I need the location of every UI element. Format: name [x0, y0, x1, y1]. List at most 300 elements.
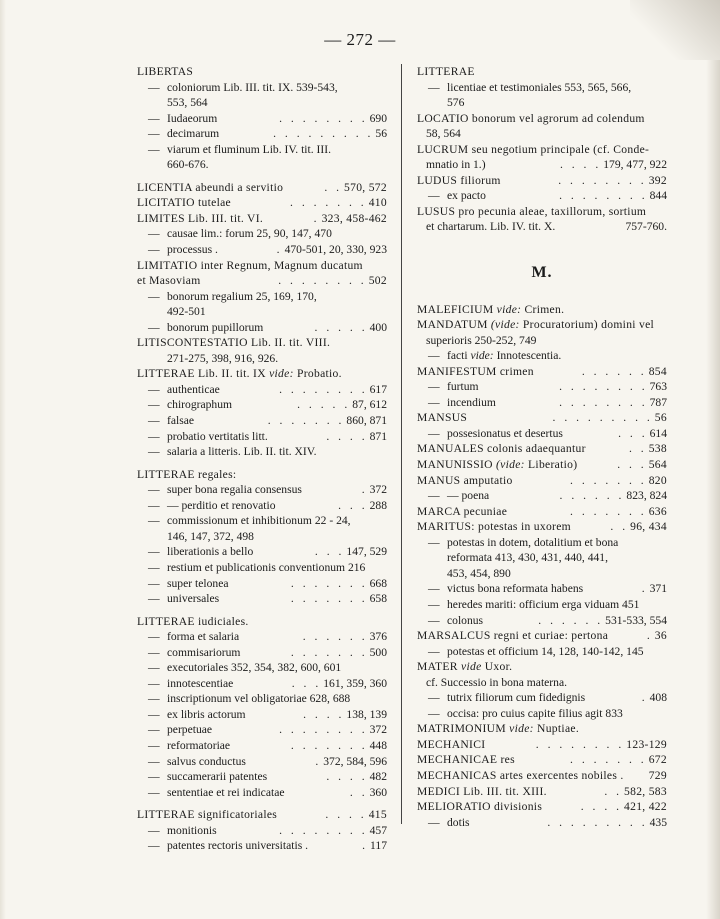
entry-text: inscriptionum vel obligatoriae 628, 688	[167, 692, 351, 706]
index-subentry	[137, 429, 387, 445]
subentry-dash: —	[148, 560, 160, 574]
page-reference: 763	[649, 380, 667, 394]
page-reference: 787	[649, 395, 667, 409]
page-reference: 820	[648, 473, 667, 487]
entry-text: et Masoviam	[137, 274, 201, 288]
entry-text: 660-676.	[167, 158, 209, 172]
entry-text: LITISCONTESTATIO Lib. II. tit. VIII.	[137, 336, 331, 350]
page-reference: 658	[369, 592, 387, 606]
index-entry	[137, 807, 387, 823]
entry-text: 271-275, 398, 916, 926.	[167, 351, 279, 365]
index-subentry	[137, 769, 387, 785]
entry-text: MALEFICIUM vide: Crimen.	[417, 302, 565, 316]
dot-leader: . . . .	[559, 158, 602, 172]
dot-leader: . . . . . . . .	[559, 395, 648, 409]
dot-leader: . . . . . . . .	[558, 173, 647, 187]
entry-text: patentes rectoris universitatis .	[167, 839, 309, 853]
see-also-marker: vide	[461, 660, 482, 674]
index-subentry	[137, 126, 387, 142]
entry-text: heredes mariti: officium erga viduam 451	[447, 597, 640, 611]
subentry-dash: —	[148, 498, 160, 512]
subentry-dash: —	[428, 380, 440, 394]
subentry-dash: —	[428, 691, 440, 705]
page-right-edge	[706, 60, 720, 919]
index-entry	[417, 737, 667, 753]
index-continuation	[417, 219, 667, 235]
entry-text: 553, 564	[167, 96, 208, 110]
entry-text: 146, 147, 372, 498	[167, 529, 254, 543]
subentry-dash: —	[428, 395, 440, 409]
index-entry	[137, 64, 387, 80]
index-continuation	[137, 304, 387, 320]
index-subentry	[137, 738, 387, 754]
dot-leader: . . . . . . . .	[279, 382, 368, 396]
dot-leader: .	[313, 211, 320, 225]
page-reference: 757-760.	[625, 220, 667, 234]
entry-text: 453, 454, 890	[447, 566, 511, 580]
page-reference: 844	[649, 189, 667, 203]
entry-text: perpetuae	[167, 723, 213, 737]
dot-leader: . . . . . . . .	[559, 189, 648, 203]
index-continuation	[417, 126, 667, 142]
see-also-marker: (vide:	[496, 458, 525, 472]
entry-text: salaria a litteris. Lib. II. tit. XIV.	[167, 445, 317, 459]
subentry-dash: —	[148, 785, 160, 799]
page-reference: 690	[369, 111, 387, 125]
index-entry	[137, 195, 387, 211]
subentry-dash: —	[428, 582, 440, 596]
index-entry	[417, 173, 667, 189]
index-entry	[417, 142, 667, 158]
index-subentry	[417, 597, 667, 613]
dot-leader: . . . . . .	[559, 489, 625, 503]
see-also-marker: vide:	[509, 722, 534, 736]
entry-text: decimarum	[167, 127, 220, 141]
page-reference: 408	[649, 691, 667, 705]
entry-text: sententiae et rei indicatae	[167, 785, 285, 799]
index-entry	[417, 721, 667, 737]
dot-leader: .	[641, 582, 648, 596]
entry-text: super bona regalia consensus	[167, 483, 302, 497]
subentry-dash: —	[428, 815, 440, 829]
subentry-dash: —	[148, 576, 160, 590]
subentry-dash: —	[148, 514, 160, 528]
index-subentry	[137, 513, 387, 529]
entry-text: authenticae	[167, 382, 220, 396]
subentry-dash: —	[148, 445, 160, 459]
index-entry	[417, 768, 667, 784]
page-reference: 435	[649, 815, 667, 829]
dot-leader: . . . . .	[297, 398, 351, 412]
entry-text: LITTERAE Lib. II. tit. IX vide: Probatio.	[137, 367, 342, 381]
entry-gap	[137, 607, 387, 614]
dot-leader: .	[362, 839, 369, 853]
page-reference: 376	[369, 630, 387, 644]
index-subentry	[137, 691, 387, 707]
index-subentry	[137, 397, 387, 413]
subentry-dash: —	[148, 142, 160, 156]
page-reference: 410	[368, 196, 387, 210]
subentry-dash: —	[148, 630, 160, 644]
entry-text: 58, 564	[426, 127, 461, 141]
index-entry	[417, 659, 667, 675]
index-continuation	[417, 333, 667, 349]
dot-leader: . . .	[291, 676, 322, 690]
entry-text: MANSUS	[417, 411, 468, 425]
entry-text: commisariorum	[167, 645, 241, 659]
entry-text: processus .	[167, 243, 218, 257]
entry-text: ex pacto	[447, 189, 486, 203]
subentry-dash: —	[428, 80, 440, 94]
page-reference: 729	[648, 768, 667, 782]
index-subentry	[417, 535, 667, 551]
page-reference: 564	[648, 458, 667, 472]
index-entry	[137, 211, 387, 227]
subentry-dash: —	[148, 723, 160, 737]
subentry-dash: —	[428, 349, 440, 363]
index-subentry	[137, 754, 387, 770]
index-section-l-continued	[417, 64, 667, 235]
dot-leader: . . . . . . .	[570, 753, 647, 767]
page-reference: 161, 359, 360	[323, 676, 387, 690]
entry-text: reformatoriae	[167, 738, 231, 752]
subentry-dash: —	[148, 738, 160, 752]
entry-text: MANUS amputatio	[417, 473, 513, 487]
page-number: — 272 —	[324, 30, 396, 49]
entry-text: mnatio in 1.)	[426, 158, 486, 172]
page-reference: 179, 477, 922	[603, 158, 667, 172]
page-reference: 415	[368, 808, 387, 822]
entry-text: executoriales 352, 354, 382, 600, 601	[167, 661, 342, 675]
index-entry	[137, 273, 387, 289]
entry-text: LICENTIA abeundi a servitio	[137, 180, 284, 194]
subentry-dash: —	[148, 770, 160, 784]
subentry-dash: —	[148, 592, 160, 606]
index-entry	[417, 302, 667, 318]
index-subentry	[417, 581, 667, 597]
index-continuation	[137, 351, 387, 367]
index-subentry	[137, 838, 387, 854]
entry-gap	[137, 460, 387, 467]
entry-text: MARCA pecuniae	[417, 504, 508, 518]
entry-text: probatio vertitatis litt.	[167, 429, 268, 443]
entry-text: falsae	[167, 414, 195, 428]
entry-text: — perditio et renovatio	[167, 498, 276, 512]
entry-text: ex libris actorum	[167, 707, 246, 721]
index-subentry	[137, 722, 387, 738]
index-entry	[417, 111, 667, 127]
entry-text: — poena	[447, 489, 490, 503]
index-subentry	[137, 444, 387, 460]
entry-text: LUSUS pro pecunia aleae, taxillorum, sortium	[417, 204, 647, 218]
index-entry	[137, 335, 387, 351]
entry-text: MATRIMONIUM vide: Nuptiae.	[417, 722, 580, 736]
entry-text: LUDUS filiorum	[417, 173, 501, 187]
page-reference: 617	[369, 382, 387, 396]
index-subentry	[137, 660, 387, 676]
index-entry	[417, 799, 667, 815]
subentry-dash: —	[148, 545, 160, 559]
dot-leader: . . . . . . . . .	[547, 815, 648, 829]
page-reference: 288	[369, 498, 387, 512]
page-reference: 500	[369, 645, 387, 659]
index-subentry	[417, 644, 667, 660]
index-subentry	[137, 413, 387, 429]
dot-leader: . . . . . . . .	[278, 274, 367, 288]
dot-leader: . . . . . . .	[570, 473, 647, 487]
page-reference: 392	[648, 173, 667, 187]
index-entry	[417, 441, 667, 457]
subentry-dash: —	[148, 483, 160, 497]
subentry-dash: —	[148, 127, 160, 141]
dot-leader: .	[361, 483, 368, 497]
dot-leader: . . .	[314, 545, 345, 559]
entry-text: bonorum pupillorum	[167, 320, 264, 334]
page-reference: 668	[369, 576, 387, 590]
page-reference: 823, 824	[626, 489, 667, 503]
page-reference: 502	[368, 274, 387, 288]
index-subentry	[137, 142, 387, 158]
page-reference: 123-129	[626, 737, 667, 751]
dot-leader: . .	[610, 520, 629, 534]
index-continuation	[417, 157, 667, 173]
subentry-dash: —	[148, 823, 160, 837]
entry-text: commissionum et inhibitionum 22 - 24,	[167, 514, 351, 528]
dot-leader: . . . . . . .	[290, 592, 368, 606]
index-subentry	[417, 188, 667, 204]
dot-leader: . . . . . . .	[290, 645, 368, 659]
index-entry	[417, 784, 667, 800]
subentry-dash: —	[148, 289, 160, 303]
entry-gap	[137, 173, 387, 180]
subentry-dash: —	[428, 189, 440, 203]
index-entry	[137, 467, 387, 483]
dot-leader: . . . . . . . .	[559, 380, 648, 394]
index-subentry	[137, 382, 387, 398]
entry-text: LITTERAE iudiciales.	[137, 614, 249, 628]
index-subentry	[417, 690, 667, 706]
subentry-dash: —	[148, 676, 160, 690]
page-reference: 871	[369, 429, 387, 443]
index-entry	[417, 204, 667, 220]
index-entry	[417, 64, 667, 80]
entry-text: victus bona reformata habens	[447, 582, 584, 596]
subentry-dash: —	[148, 414, 160, 428]
dot-leader: . .	[604, 784, 623, 798]
entry-text: LIMITATIO inter Regnum, Magnum ducatum	[137, 258, 363, 272]
entry-text: LITTERAE	[417, 65, 475, 78]
entry-text: restium et publicationis conventionum 216	[167, 560, 366, 574]
dot-leader: . . . . . .	[302, 630, 368, 644]
index-continuation	[417, 675, 667, 691]
entry-text: universales	[167, 592, 220, 606]
entry-text: succamerarii patentes	[167, 770, 268, 784]
entry-text: monitionis	[167, 823, 217, 837]
entry-text: MARITUS: potestas in uxorem	[417, 520, 571, 534]
section-letter-m: M.	[531, 264, 553, 282]
page-reference: 400	[369, 320, 387, 334]
dot-leader: . . . . . . . .	[279, 723, 368, 737]
page-reference: 570, 572	[344, 180, 387, 194]
subentry-dash: —	[148, 754, 160, 768]
index-subentry	[137, 482, 387, 498]
entry-text: LIMITES Lib. III. tit. VI.	[137, 211, 264, 225]
entry-text: 576	[447, 96, 465, 110]
page-left-edge	[0, 0, 6, 919]
dot-leader: . . . . . . .	[267, 414, 345, 428]
dot-leader	[624, 768, 649, 784]
subentry-dash: —	[148, 839, 160, 853]
dot-leader: . . . . . . .	[570, 504, 647, 518]
entry-text: incendium	[447, 395, 496, 409]
dot-leader: . . . . . . .	[290, 738, 368, 752]
index-entry	[137, 366, 387, 382]
index-subentry	[137, 80, 387, 96]
dot-leader: . . . .	[326, 429, 368, 443]
page-reference: 860, 871	[346, 414, 387, 428]
entry-text: MECHANICAE res	[417, 753, 515, 767]
index-entry	[137, 258, 387, 274]
index-subentry	[137, 242, 387, 258]
entry-text: et chartarum. Lib. IV. tit. X.	[426, 220, 556, 234]
index-entry	[417, 504, 667, 520]
entry-text: occisa: pro cuius capite filius agit 833	[447, 706, 623, 720]
index-subentry	[417, 80, 667, 96]
index-subentry	[137, 320, 387, 336]
index-subentry	[137, 226, 387, 242]
index-entry	[417, 410, 667, 426]
entry-text: bonorum regalium 25, 169, 170,	[167, 289, 317, 303]
page-reference: 531-533, 554	[605, 613, 667, 627]
entry-text: LITTERAE regales:	[137, 467, 237, 481]
entry-text: MARSALCUS regni et curiae: pertona	[417, 629, 609, 643]
index-subentry	[137, 560, 387, 576]
dot-leader: . . . . .	[314, 320, 368, 334]
subentry-dash: —	[148, 692, 160, 706]
entry-text: LIBERTAS	[137, 65, 194, 78]
subentry-dash: —	[148, 382, 160, 396]
subentry-dash: —	[148, 645, 160, 659]
index-subentry	[417, 395, 667, 411]
page-reference: 96, 434	[630, 520, 667, 534]
dot-leader: . . . . . . . . .	[273, 127, 374, 141]
dot-leader: . . .	[618, 426, 648, 440]
entry-text: MANUNISSIO (vide: Liberatio)	[417, 458, 578, 472]
page-reference: 672	[648, 753, 667, 767]
entry-text: viarum et fluminum Lib. IV. tit. III.	[167, 142, 332, 156]
index-continuation	[417, 566, 667, 582]
index-entry	[417, 628, 667, 644]
entry-text: cf. Successio in bona materna.	[426, 675, 568, 689]
subentry-dash: —	[148, 80, 160, 94]
page-reference: 56	[654, 411, 667, 425]
index-subentry	[137, 591, 387, 607]
page-reference: 323, 458-462	[321, 211, 387, 225]
dot-leader: . . .	[617, 458, 647, 472]
page-reference: 448	[369, 738, 387, 752]
dot-leader: . . . . . . .	[290, 196, 367, 210]
page-reference: 87, 612	[352, 398, 387, 412]
entry-text: 492-501	[167, 305, 206, 319]
subentry-dash: —	[428, 489, 440, 503]
dot-leader: . . . . . .	[538, 613, 604, 627]
index-continuation	[417, 550, 667, 566]
entry-text: MANUALES colonis adaequantur	[417, 442, 586, 456]
dot-leader: .	[646, 629, 653, 643]
index-subentry	[417, 488, 667, 504]
subentry-dash: —	[148, 398, 160, 412]
see-also-marker: vide:	[470, 349, 494, 363]
page-reference: 138, 139	[346, 707, 387, 721]
dot-leader: .	[276, 243, 283, 257]
page-reference: 372	[369, 723, 387, 737]
entry-text: chirographum	[167, 398, 233, 412]
dot-leader: . . . .	[325, 808, 367, 822]
page-reference: 854	[648, 364, 667, 378]
dot-leader: .	[641, 691, 648, 705]
index-entry	[417, 519, 667, 535]
dot-leader	[555, 219, 625, 235]
entry-text: liberationis a bello	[167, 545, 254, 559]
entry-gap	[137, 800, 387, 807]
index-subentry	[417, 815, 667, 831]
subentry-dash: —	[148, 320, 160, 334]
subentry-dash: —	[148, 227, 160, 241]
entry-text: MELIORATIO divisionis	[417, 800, 543, 814]
index-section-m	[417, 302, 667, 831]
page-reference: 538	[648, 442, 667, 456]
index-column-right	[417, 64, 667, 830]
index-subentry	[417, 379, 667, 395]
subentry-dash: —	[428, 535, 440, 549]
entry-text: MATER vide Uxor.	[417, 660, 513, 674]
subentry-dash: —	[428, 426, 440, 440]
dot-leader: . . . .	[326, 770, 368, 784]
page-reference: 36	[654, 629, 667, 643]
index-subentry	[137, 676, 387, 692]
entry-text: MEDICI Lib. III. tit. XIII.	[417, 784, 547, 798]
subentry-dash: —	[148, 243, 160, 257]
entry-text: innotescentiae	[167, 676, 234, 690]
dot-leader: . . . . . .	[581, 364, 647, 378]
index-entry	[417, 317, 667, 333]
page-reference: 470-501, 20, 330, 923	[284, 243, 387, 257]
index-entry	[417, 364, 667, 380]
index-entry	[417, 752, 667, 768]
index-subentry	[417, 348, 667, 364]
subentry-dash: —	[428, 613, 440, 627]
index-continuation	[137, 157, 387, 173]
index-subentry	[137, 289, 387, 305]
dot-leader: . .	[324, 180, 343, 194]
see-also-marker: vide:	[269, 367, 294, 381]
page-reference: 147, 529	[346, 545, 387, 559]
entry-text: colonus	[447, 613, 484, 627]
entry-text: facti vide: Innotescentia.	[447, 349, 562, 363]
entry-text: potestas et officium 14, 128, 140-142, 145	[447, 644, 644, 658]
subentry-dash: —	[148, 661, 160, 675]
index-continuation	[417, 95, 667, 111]
page-reference: 371	[649, 582, 667, 596]
page-reference: 360	[369, 785, 387, 799]
entry-text: super telonea	[167, 576, 229, 590]
entry-text: tutrix filiorum cum fidedignis	[447, 691, 586, 705]
see-also-marker: (vide:	[490, 318, 520, 332]
entry-text: licentiae et testimoniales 553, 565, 566,	[447, 80, 632, 94]
index-subentry	[417, 426, 667, 442]
index-subentry	[137, 576, 387, 592]
entry-text: coloniorum Lib. III. tit. IX. 539-543,	[167, 80, 338, 94]
